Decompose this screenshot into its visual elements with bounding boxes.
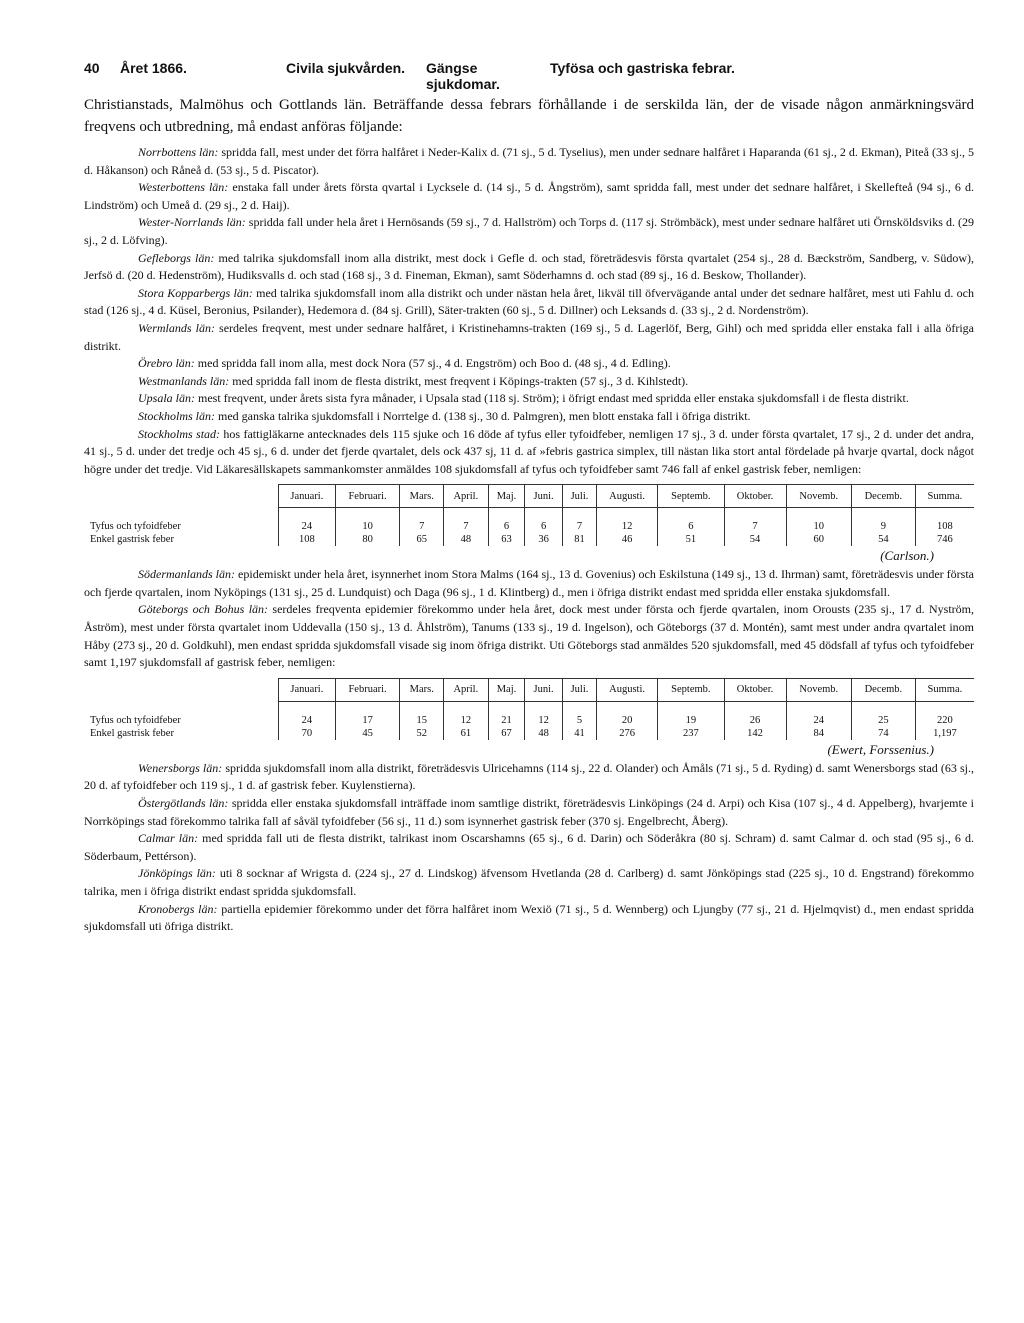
document-page: [84, 60, 974, 936]
column-header: Summa.: [915, 485, 974, 508]
column-header: Septemb.: [658, 678, 724, 701]
column-header: Juni.: [525, 678, 563, 701]
table-cell: 108: [915, 520, 974, 533]
header-subsection: Gängse sjukdomar.: [426, 60, 500, 92]
table-cell: 12: [444, 714, 489, 727]
table-cell: 10: [786, 520, 852, 533]
county-paragraphs-b: [84, 566, 974, 672]
running-header: [84, 60, 974, 92]
table-cell: 12: [597, 520, 658, 533]
column-header: Januari.: [279, 678, 336, 701]
table-cell: 237: [658, 727, 724, 740]
county-paragraph: Jönköpings län: uti 8 socknar af Wrigsta d. (224 sj., 27 d. Lindskog) äfvensom Hvetlanda (28 d. Carlberg) d. samt Jönköpings stad (225 sj., 10 d. Engstrand) förekommo talrika, men i öfriga distrikt endast spridda sjukdomsfall.: [84, 866, 974, 898]
table-cell: 6: [658, 520, 724, 533]
table2-credit: (Ewert, Forssenius.): [827, 741, 934, 757]
column-header: Augusti.: [597, 485, 658, 508]
column-header: Maj.: [488, 485, 525, 508]
column-header: Oktober.: [724, 485, 786, 508]
county-paragraph: Gefleborgs län: med talrika sjukdomsfall inom alla distrikt, mest dock i Gefle d. och stad, företrädesvis första qvartalet (254 sj., 28 d. Bæckström, Sandberg, v. Südow), Jerfsö d. (20 d. Hedenström), Hudiksvalls d. och stad (168 sj., 3 d. Fineman, Ekman), samt Söderhamns d. och stad (89 sj., 16 d. Beskow, Thollander).: [84, 250, 975, 283]
table-cell: 41: [562, 727, 596, 740]
table-cell: 24: [279, 520, 336, 533]
column-header: Maj.: [488, 678, 525, 701]
table-cell: 7: [400, 520, 444, 533]
table-cell: 6: [488, 520, 525, 533]
county-paragraph: Örebro län: med spridda fall inom alla, mest dock Nora (57 sj., 4 d. Engström) och Boo d. (48 sj., 4 d. Edling).: [138, 356, 671, 371]
table-cell: 81: [562, 533, 596, 546]
column-header: Decemb.: [852, 485, 916, 508]
table-cell: 21: [488, 714, 525, 727]
column-header: April.: [444, 485, 489, 508]
county-paragraph: Wester-Norrlands län: spridda fall under hela året i Hernösands (59 sj., 7 d. Hallström) och Torps d. (117 sj. Strömbäck), mest under sednare halfåret uti Örnsköldsviks d. (29 sj., 2 d. Löfving).: [84, 215, 974, 247]
table-cell: 60: [786, 533, 852, 546]
header-year: Året 1866.: [120, 60, 187, 76]
column-header: Februari.: [335, 485, 400, 508]
header-section: Civila sjukvården.: [286, 60, 406, 76]
table-cell: 48: [444, 533, 489, 546]
table-header-row: [84, 485, 974, 508]
table-row: [84, 520, 974, 533]
county-paragraph: Wenersborgs län: spridda sjukdomsfall inom alla distrikt, företrädesvis Ulricehamns (114 sj., 22 d. Olander) och Åmåls (71 sj., 5 d. Ryding) d. samt Wenersborgs stad (63 sj., 20 d. af tyfoidfeber och 119 sj., 1 d. af gastrisk feber. Kuylenstierna).: [84, 760, 974, 793]
column-header: Oktober.: [724, 678, 786, 701]
column-header: April.: [444, 678, 489, 701]
table-cell: 24: [786, 714, 852, 727]
table-cell: 220: [915, 714, 974, 727]
table-cell: 15: [400, 714, 444, 727]
table-cell: 36: [525, 533, 563, 546]
row-label: Enkel gastrisk feber: [90, 727, 174, 739]
table1-credit: (Carlson.): [880, 548, 934, 564]
stockholm-monthly-table: [84, 484, 974, 546]
county-paragraph: Stockholms län: med ganska talrika sjukdomsfall i Norrtelge d. (138 sj., 30 d. Palmgren), men blott enstaka fall i öfriga distrikt.: [138, 408, 751, 423]
table-cell: 63: [488, 533, 525, 546]
table-cell: 24: [279, 714, 336, 727]
table-cell: 7: [562, 520, 596, 533]
county-paragraphs-a: [84, 144, 974, 478]
county-paragraph: Södermanlands län: epidemiskt under hela året, isynnerhet inom Stora Malms (164 sj., 13 d. Govenius) och Eskilstuna (149 sj., 13 d. Ihrman) samt, företrädesvis under första och fjerde qvartalen, inom Nyköpings (131 sj., 25 d. Lundquist) och Daga (96 sj., 1 d. Klintberg) d., men i öfriga distrikt endast med spridda eller enstaka sjukdomsfall.: [84, 567, 974, 599]
table-cell: 74: [852, 727, 916, 740]
county-paragraph: Westerbottens län: enstaka fall under årets första qvartal i Lycksele d. (14 sj., 5 d. Ångström), samt spridda fall, mest under det sednare halfåret, i Skellefteå (94 sj., 6 d. Lindström) och Umeå d. (29 sj., 2 d. Haij).: [84, 180, 974, 212]
table-cell: 80: [335, 533, 400, 546]
column-header: Augusti.: [597, 678, 658, 701]
table-cell: 7: [724, 520, 786, 533]
county-paragraph: Stora Kopparbergs län: med talrika sjukdomsfall inom alla distrikt och under nästan hela året, likväl till öfvervägande antal under det sednare halfåret, mest uti Fahlu d. och stad (126 sj., 4 d. Küsel, Beronius, Psilander), Hedemora d. (84 sj. Grill), Säter-trakten (60 sj., 5 d. Dillner) och Leksands d. (33 sj., 2 d. Nordenström).: [84, 285, 974, 318]
intro-paragraph: Christianstads, Malmöhus och Gottlands län. Beträffande dessa febrars förhållande i de serskilda län, der de visade någon anmärkningsvärd freqvens och utbredning, må endast anföras följande:: [84, 97, 974, 135]
table-cell: 276: [597, 727, 658, 740]
column-header: Februari.: [335, 678, 400, 701]
column-header: Mars.: [400, 678, 444, 701]
column-header: Septemb.: [658, 485, 724, 508]
page-number: 40: [84, 60, 100, 76]
header-topic: Tyfösa och gastriska febrar.: [550, 60, 735, 76]
table-cell: 67: [488, 727, 525, 740]
row-label: Enkel gastrisk feber: [90, 534, 174, 546]
table-cell: 61: [444, 727, 489, 740]
county-paragraph: Calmar län: med spridda fall uti de flesta distrikt, talrikast inom Oscarshamns (65 sj., 6 d. Darin) och Söderåkra (80 sj. Schram) d. samt Calmar d. och stad (95 sj., 6 d. Söderbaum, Pettérson).: [84, 831, 974, 863]
table-row: [84, 727, 974, 740]
table-cell: 48: [525, 727, 563, 740]
county-paragraph: Westmanlands län: med spridda fall inom de flesta distrikt, mest freqvent i Köpings-trakten (57 sj., 3 d. Kihlstedt).: [138, 373, 689, 388]
table-cell: 1,197: [915, 727, 974, 740]
column-header: Decemb.: [852, 678, 916, 701]
table-row: [84, 714, 974, 727]
table-cell: 19: [658, 714, 724, 727]
table-cell: 52: [400, 727, 444, 740]
table-cell: 70: [279, 727, 336, 740]
county-paragraphs-c: [84, 760, 974, 936]
county-paragraph: Wermlands län: serdeles freqvent, mest under sednare halfåret, i Kristinehamns-trakten (169 sj., 5 d. Lagerlöf, Berg, Gihl) och med spridda eller enstaka fall i alla öfriga distrikt.: [84, 320, 974, 353]
goteborg-monthly-table: [84, 678, 974, 740]
table-cell: 46: [597, 533, 658, 546]
column-header: Juli.: [562, 485, 596, 508]
table-cell: 12: [525, 714, 563, 727]
column-header: Novemb.: [786, 678, 852, 701]
table-cell: 5: [562, 714, 596, 727]
table-cell: 20: [597, 714, 658, 727]
table-header-row: [84, 678, 974, 701]
column-header: Januari.: [279, 485, 336, 508]
county-paragraph: Upsala län: mest freqvent, under årets sista fyra månader, i Upsala stad (118 sj. Ström); i öfrigt endast med spridda eller enstaka sjukdomsfall i de flesta distrikt.: [138, 391, 909, 406]
table-row: [84, 533, 974, 546]
table-cell: 10: [335, 520, 400, 533]
table-cell: 54: [852, 533, 916, 546]
table-cell: 108: [279, 533, 336, 546]
table-cell: 6: [525, 520, 563, 533]
table-cell: 54: [724, 533, 786, 546]
county-paragraph: Stockholms stad: hos fattigläkarne antecknades dels 115 sjuke och 16 döde af tyfus eller tyfoidfeber, nemligen 17 sj., 3 d. under första qvartalet, 17 sj., 2 d. under det andra, 41 sj., 5 d. under det tredje och 45 sj., 6 d. under det fjerde qvartalet, dels ock 437 sj, 11 d. af »febris gastrica simplex, till nästan lika stort antal fördelade på hvarje qvartal, dock något högre under det tredje. Vid Läkaresällskapets sammankomster anmäldes 108 sjukdomsfall af tyfus och tyfoidfeber samt 746 fall af enkel gastrisk feber, nemligen:: [84, 426, 975, 476]
county-paragraph: Göteborgs och Bohus län: serdeles freqventa epidemier förekommo under hela året, dock mest under första och fjerde qvartalen, inom Orousts (235 sj., 17 d. Nyström, Åström), mest under första qvartalet inom Uddevalla (150 sj., 13 d. Åhlström), Tanums (133 sj., 19 d. Ingelson), och Göteborgs (37 d. Montén), samt mest under andra qvartalet inom Håby (273 sj., 20 d. Goldkuhl), men endast spridda sjukdomsfall visade sig inom öfriga distrikt. Uti Göteborgs stad anmäldes 520 sjukdomsfall, med 45 dödsfall af tyfus och tyfoidfeber samt 1,197 sjukdomsfall af gastrisk feber, nemligen:: [84, 602, 974, 670]
row-label: Tyfus och tyfoidfeber: [90, 521, 181, 533]
table-cell: 17: [335, 714, 400, 727]
table-cell: 25: [852, 714, 916, 727]
column-header: Juli.: [562, 678, 596, 701]
table-cell: 26: [724, 714, 786, 727]
table-cell: 746: [915, 533, 974, 546]
table-cell: 7: [444, 520, 489, 533]
table-cell: 142: [724, 727, 786, 740]
column-header: Mars.: [400, 485, 444, 508]
county-paragraph: Kronobergs län: partiella epidemier förekommo under det förra halfåret inom Wexiö (71 sj., 5 d. Wennberg) och Ljungby (77 sj., 21 d. Hjelmqvist) d., men endast spridda sjukdomsfall uti öfriga distrikt.: [84, 901, 974, 934]
county-paragraph: Norrbottens län: spridda fall, mest under det förra halfåret i Neder-Kalix d. (71 sj., 5 d. Tyselius), men under sednare halfåret i Haparanda (61 sj., 2 d. Ekman), Piteå (33 sj., 5 d. Håkanson) och Råneå d. (53 sj., 5 d. Piscator).: [84, 145, 974, 177]
table-cell: 51: [658, 533, 724, 546]
table-cell: 65: [400, 533, 444, 546]
column-header: Novemb.: [786, 485, 852, 508]
county-paragraph: Östergötlands län: spridda eller enstaka sjukdomsfall inträffade inom samtlige distrikt, företrädesvis Linköpings (24 d. Arpi) och Kisa (107 sj., 4 d. Appelberg), hvarjemte i Norrköpings stad förekommo talrika fall af såväl tyfoidfeber (56 sj., 11 d.) som isynnerhet gastrisk feber (370 sj. Engelbrecht, Åberg).: [84, 796, 974, 828]
table-cell: 84: [786, 727, 852, 740]
table-cell: 9: [852, 520, 916, 533]
table-cell: 45: [335, 727, 400, 740]
row-label: Tyfus och tyfoidfeber: [90, 714, 181, 726]
column-header: Juni.: [525, 485, 563, 508]
column-header: Summa.: [915, 678, 974, 701]
